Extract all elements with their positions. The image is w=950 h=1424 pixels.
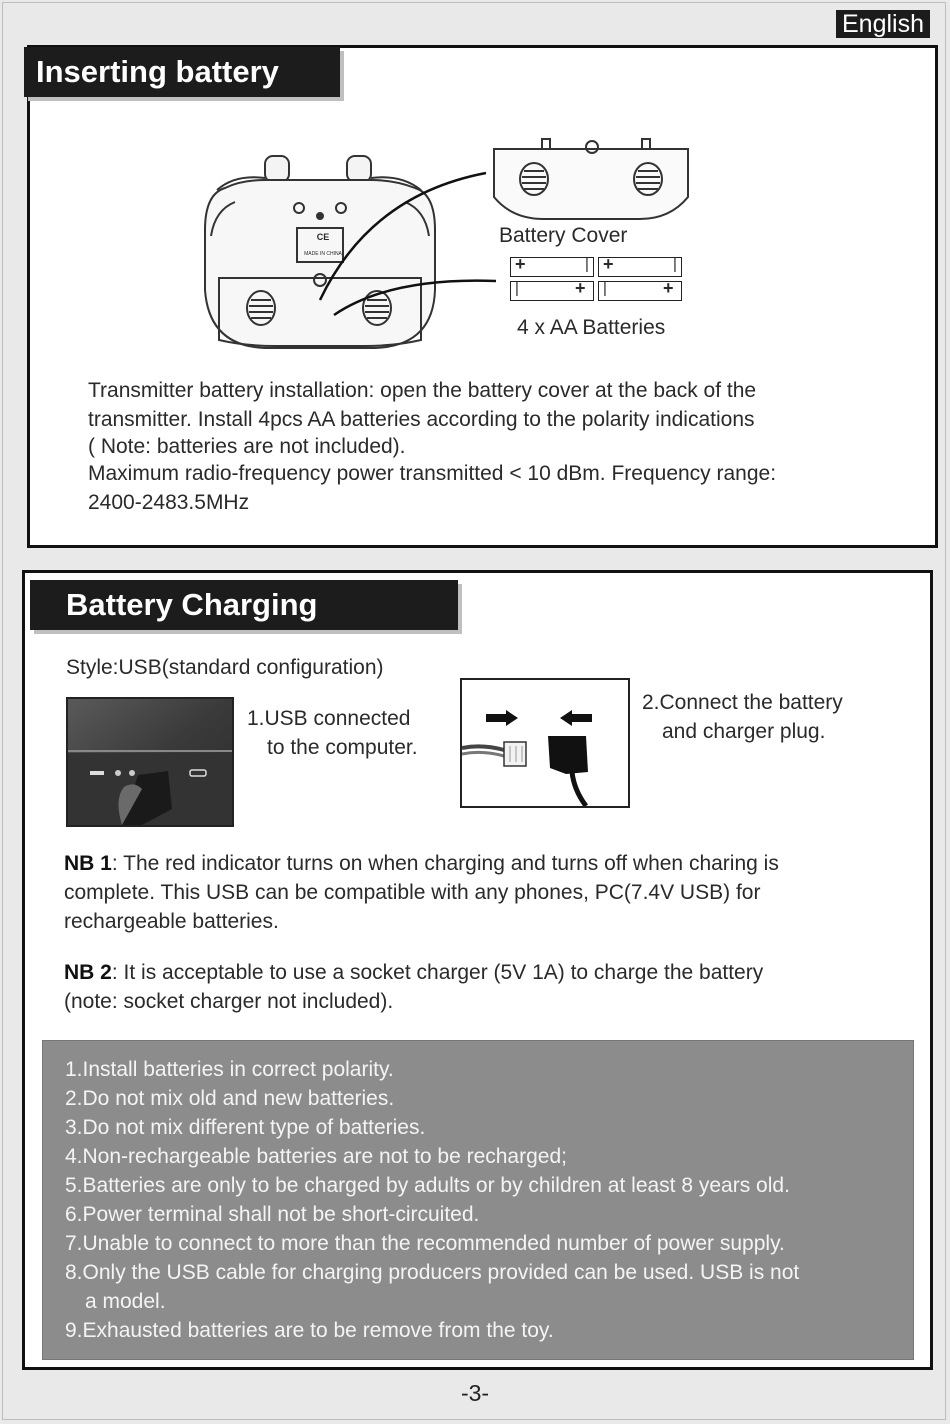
step1-text (247, 705, 418, 762)
nb1-note (64, 849, 894, 936)
warning-item: 3.Do not mix different type of batteries. (65, 1116, 426, 1139)
battery-cell (510, 254, 594, 277)
plus-sign: + (663, 278, 674, 298)
arrow-left-icon (560, 710, 592, 726)
minus-sign: | (603, 280, 607, 297)
usb-computer-photo (66, 697, 234, 827)
ce-mark: CE (316, 232, 330, 242)
inserting-battery-title: Inserting battery (24, 47, 340, 97)
battery-cell (598, 254, 682, 277)
step2-line: and charger plug. (662, 719, 826, 743)
battery-warnings-box (42, 1040, 914, 1360)
warning-item: 5.Batteries are only to be charged by adults or by children at least 8 years old. (65, 1174, 790, 1197)
nb1-line: rechargeable batteries. (64, 910, 279, 933)
made-in-china-mark: MADE IN CHINA (304, 251, 342, 257)
language-badge: English (836, 10, 930, 38)
battery-charger-plug-illustration (460, 678, 630, 808)
step1-line: to the computer. (267, 735, 418, 759)
battery-cell (598, 278, 682, 301)
warning-item: 8.Only the USB cable for charging producers provided can be used. USB is not (65, 1261, 800, 1284)
plus-sign: + (603, 254, 614, 274)
nb1-label: NB 1 (64, 852, 112, 875)
battery-installation-paragraph (88, 377, 888, 517)
battery-charging-title: Battery Charging (30, 580, 458, 630)
battery-cover-illustration (490, 135, 695, 225)
plus-sign: + (515, 254, 526, 274)
style-line: Style:USB(standard configuration) (66, 656, 384, 679)
warning-item-continuation: a model. (85, 1290, 166, 1313)
warning-item: 6.Power terminal shall not be short-circuited. (65, 1203, 480, 1226)
nb1-line: : The red indicator turns on when charging and turns off when charing is (111, 852, 779, 875)
plus-sign: + (575, 278, 586, 298)
paragraph-line: 2400-2483.5MHz (88, 490, 250, 514)
nb2-label: NB 2 (64, 961, 112, 984)
minus-sign: | (673, 256, 677, 273)
battery-cell (510, 278, 594, 301)
nb2-line: : It is acceptable to use a socket charger (5V 1A) to charge the battery (111, 961, 764, 984)
batteries-label: 4 x AA Batteries (517, 316, 666, 339)
step1-line: 1.USB connected (247, 707, 411, 730)
warning-item: 7.Unable to connect to more than the recommended number of power supply. (65, 1232, 785, 1255)
minus-sign: | (585, 256, 589, 273)
step2-text (642, 689, 843, 746)
battery-cover-label: Battery Cover (499, 224, 628, 247)
page-number: -3- (460, 1380, 490, 1406)
paragraph-line: ( Note: batteries are not included). (88, 435, 406, 458)
warning-item: 4.Non-rechargeable batteries are not to be recharged; (65, 1145, 567, 1168)
step2-line: 2.Connect the battery (642, 691, 843, 714)
paragraph-line: Maximum radio-frequency power transmitted < 10 dBm. Frequency range: (88, 462, 777, 485)
pointer-lines (310, 165, 500, 325)
arrow-right-icon (486, 710, 518, 726)
warning-item: 1.Install batteries in correct polarity. (65, 1058, 394, 1081)
nb2-line: (note: socket charger not included). (64, 990, 394, 1013)
nb1-line: complete. This USB can be compatible with any phones, PC(7.4V USB) for (64, 881, 761, 904)
paragraph-line: Transmitter battery installation: open the battery cover at the back of the (88, 379, 757, 402)
paragraph-line: transmitter. Install 4pcs AA batteries according to the polarity indications (88, 407, 755, 431)
nb2-note (64, 958, 894, 1016)
warning-item: 2.Do not mix old and new batteries. (65, 1087, 395, 1110)
minus-sign: | (515, 280, 519, 297)
warning-item: 9.Exhausted batteries are to be remove from the toy. (65, 1319, 554, 1342)
